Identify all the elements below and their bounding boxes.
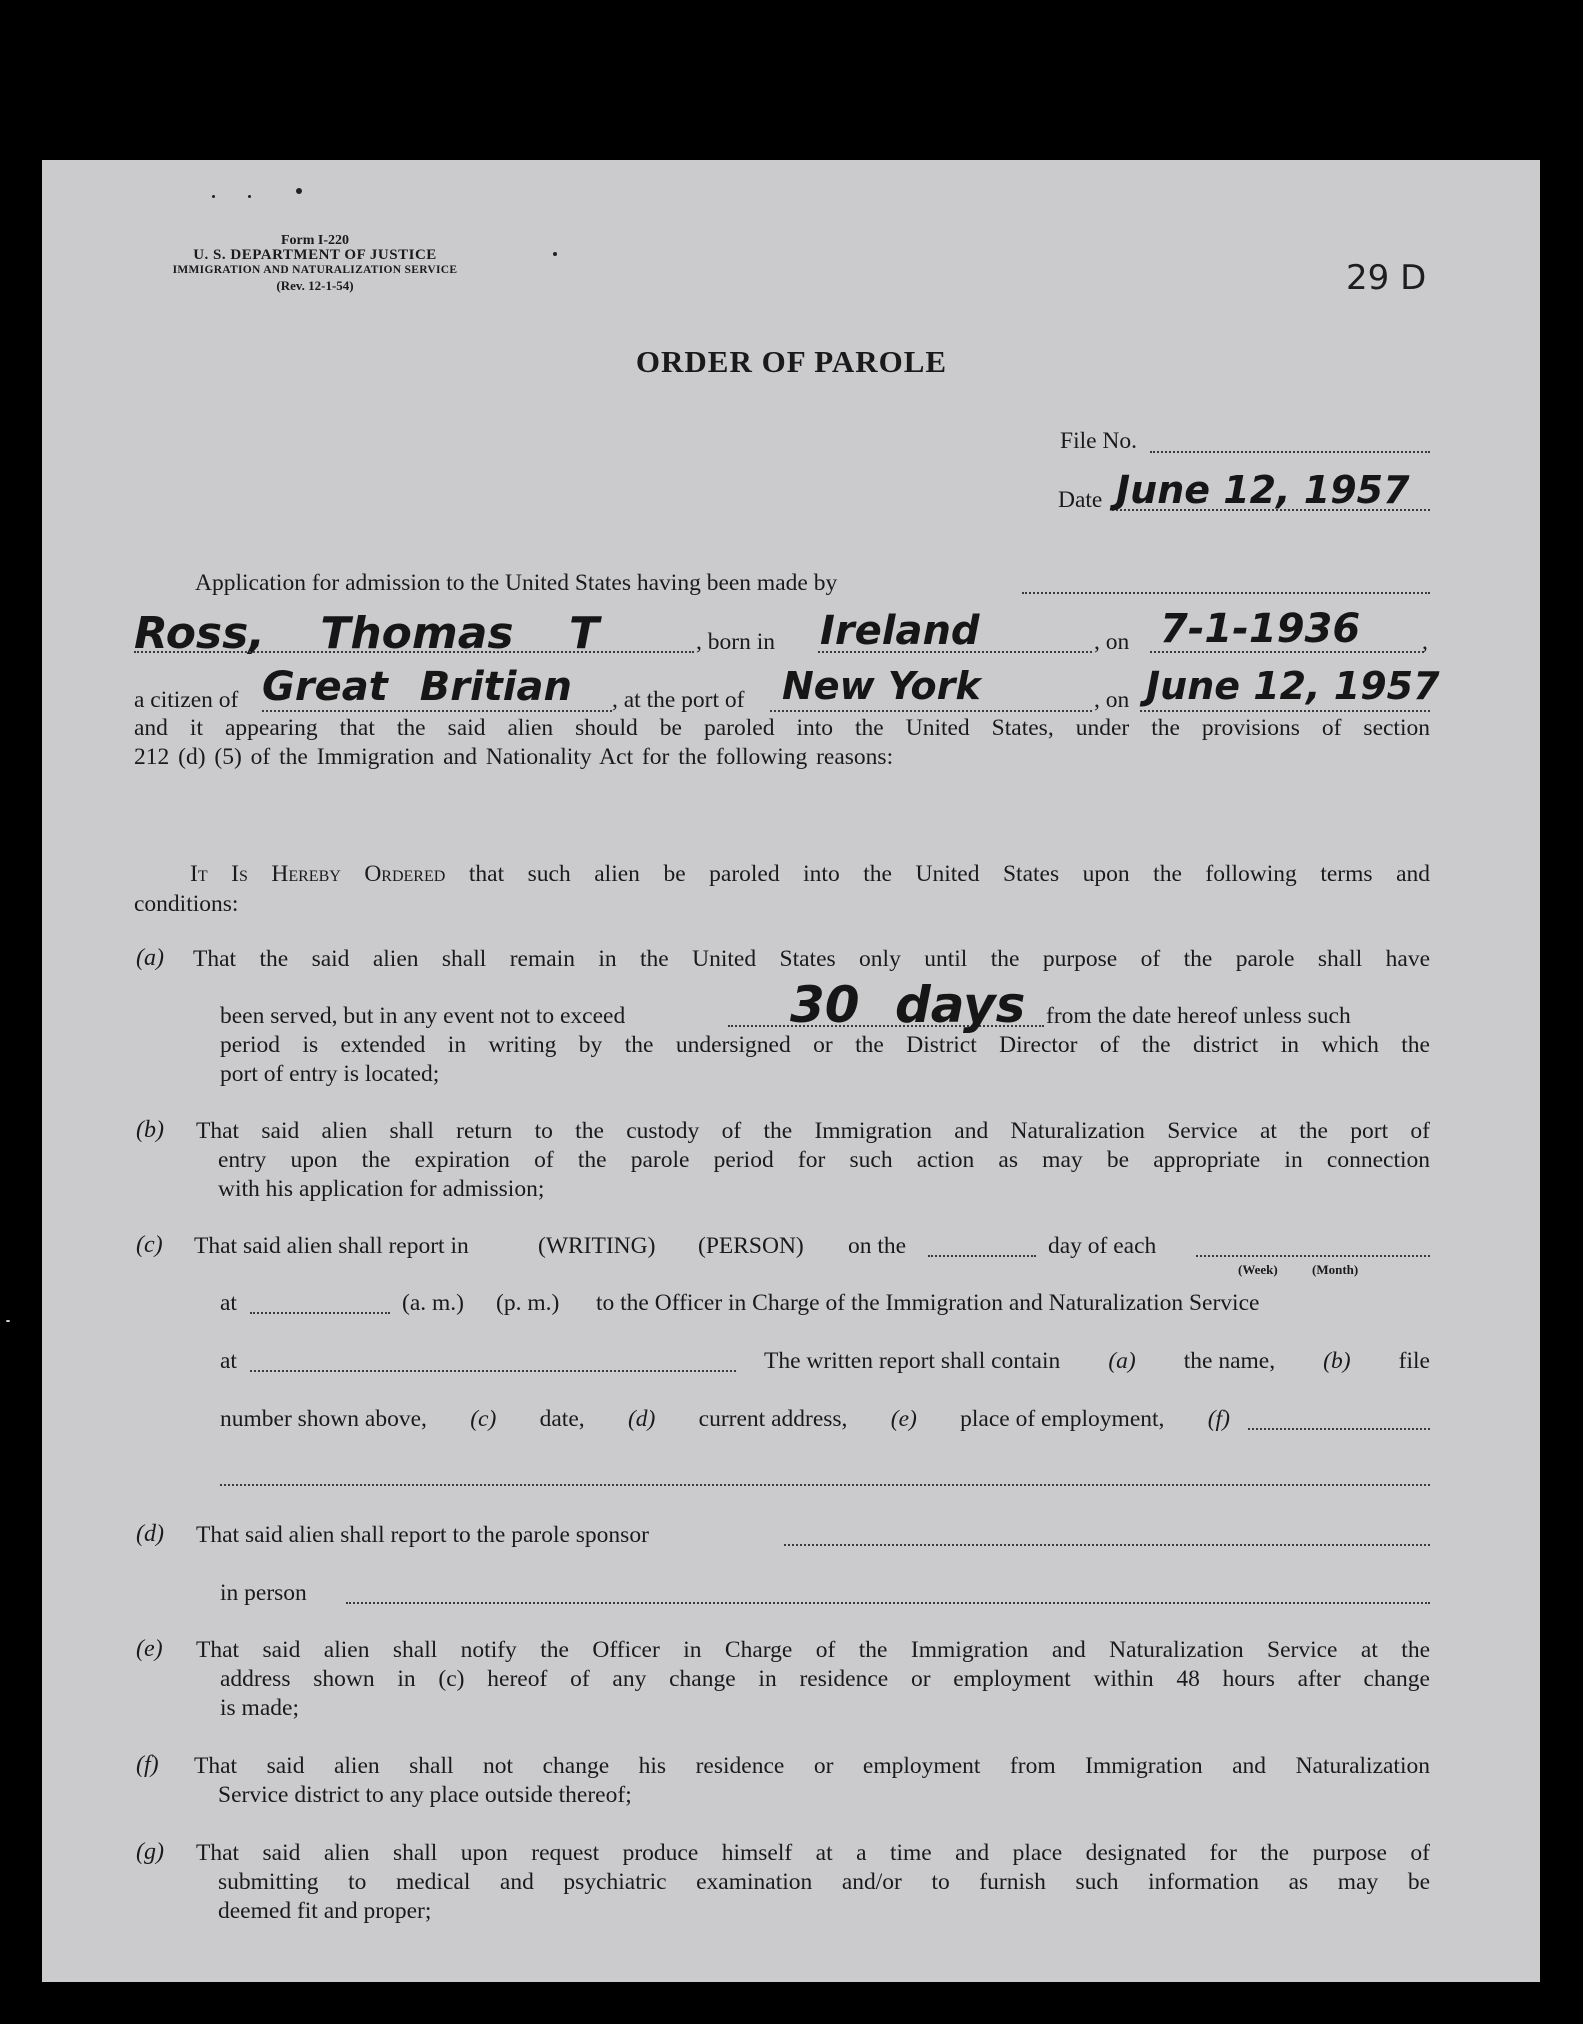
condition-c-line-1-pre: That said alien shall report in [194, 1233, 469, 1259]
scan-speck [212, 195, 215, 198]
date-text: date, [539, 1406, 585, 1432]
condition-a-line-4: port of entry is located; [220, 1061, 440, 1087]
current-address-text: current address, [698, 1406, 848, 1432]
person-option: (PERSON) [698, 1233, 804, 1259]
duration-value: 30 days [790, 976, 1026, 1034]
applicant-line [1022, 592, 1430, 594]
condition-a-line-2-post: from the date hereof unless such [1046, 1003, 1351, 1029]
scan-speck [553, 252, 557, 256]
form-number: Form I-220 [280, 233, 350, 248]
date-value: June 12, 1957 [1116, 468, 1410, 512]
condition-c-label: (c) [136, 1232, 163, 1258]
condition-f-line-1: That said alien shall not change his residence or employment from Immigration and Naturalization [194, 1753, 1430, 1779]
condition-g-line-1: That said alien shall upon request produce himself at a time and place designated for the purpose of [196, 1840, 1430, 1866]
number-shown-text: number shown above, [220, 1406, 427, 1432]
service-name: IMMIGRATION AND NATURALIZATION SERVICE [172, 264, 458, 276]
on-the-text: on the [848, 1233, 907, 1259]
form-header [130, 233, 500, 293]
condition-f-line-2: Service district to any place outside thereof; [218, 1782, 632, 1808]
condition-f-label: (f) [136, 1752, 159, 1778]
order-rest: that such alien be paroled into the United States upon the following terms and [468, 861, 1431, 887]
in-person-field [346, 1602, 1430, 1604]
trailing-comma: , [1422, 629, 1428, 655]
port-value: New York [782, 664, 981, 708]
department-name: U. S. DEPARTMENT OF JUSTICE [193, 247, 437, 263]
in-person-text: in person [220, 1580, 307, 1606]
condition-e-line-2: address shown in (c) hereof of any change in residence or employment within 48 hours after change [220, 1666, 1430, 1692]
condition-e-line-3: is made; [220, 1695, 299, 1721]
report-location-field [250, 1370, 736, 1372]
citizen-label: a citizen of [134, 687, 239, 713]
report-time-field [250, 1312, 390, 1314]
day-of-each-text: day of each [1048, 1233, 1157, 1259]
citizenship-value: Great Britian [262, 664, 572, 710]
written-report-line [764, 1347, 1430, 1376]
condition-a-line-3: period is extended in writing by the undersigned or the District Director of the district in which the [220, 1032, 1430, 1058]
condition-d-label: (d) [136, 1521, 164, 1547]
revision-date: (Rev. 12-1-54) [276, 278, 354, 293]
condition-g-line-2: submitting to medical and psychiatric examination and/or to furnish such information as may be [218, 1869, 1430, 1895]
citizenship-line [262, 710, 612, 712]
item-f-marker: (f) [1207, 1406, 1230, 1432]
officer-text: to the Officer in Charge of the Immigration and Naturalization Service [596, 1290, 1260, 1316]
writing-option: (WRITING) [538, 1233, 656, 1259]
page-title: ORDER OF PAROLE [635, 344, 948, 379]
condition-g-line-3: deemed fit and proper; [218, 1898, 432, 1924]
file-no-label: File No. [1060, 428, 1138, 454]
order-line-1 [190, 860, 1430, 889]
item-a-marker: (a) [1108, 1348, 1136, 1374]
item-d-marker: (d) [627, 1406, 656, 1432]
on-label: , on [1094, 629, 1130, 655]
parole-sponsor-field [784, 1544, 1430, 1546]
pm-option: (p. m.) [496, 1290, 560, 1316]
item-f-field [1248, 1428, 1430, 1430]
applicant-name-line [134, 651, 694, 653]
condition-a-line-2-pre: been served, but in any event not to exceed [220, 1003, 626, 1029]
scan-speck [6, 1320, 10, 1322]
port-label: , at the port of [612, 687, 745, 713]
am-option: (a. m.) [402, 1290, 464, 1316]
at-text: at [220, 1290, 237, 1316]
condition-d-line-1: That said alien shall report to the parole sponsor [196, 1522, 649, 1548]
scan-speck [296, 188, 302, 194]
number-shown-line [220, 1405, 1230, 1434]
arrival-date-value: June 12, 1957 [1146, 664, 1440, 708]
item-e-marker: (e) [890, 1406, 917, 1432]
item-c-marker: (c) [470, 1406, 497, 1432]
birthplace-value: Ireland [820, 608, 980, 654]
page-annotation: 29 D [1346, 258, 1427, 298]
condition-a-label: (a) [136, 945, 164, 971]
appearing-line-2: 212 (d) (5) of the Immigration and Nationality Act for the following reasons: [134, 744, 894, 770]
condition-b-line-1: That said alien shall return to the custody of the Immigration and Naturalization Service at the port of [196, 1118, 1430, 1144]
condition-b-line-3: with his application for admission; [218, 1176, 545, 1202]
on-label-2: , on [1094, 687, 1130, 713]
the-name-text: the name, [1183, 1348, 1276, 1374]
scan-speck [248, 195, 251, 198]
appearing-line-1: and it appearing that the said alien should be paroled into the United States, under the provisions of section [134, 715, 1430, 741]
condition-b-label: (b) [136, 1117, 164, 1143]
item-b-marker: (b) [1323, 1348, 1351, 1374]
month-caption: (Month) [1312, 1262, 1359, 1277]
arrival-date-line [1140, 710, 1430, 712]
place-employment-text: place of employment, [960, 1406, 1165, 1432]
born-in-label: , born in [696, 629, 775, 655]
condition-e-line-1: That said alien shall notify the Officer in Charge of the Immigration and Naturalization Service at the [196, 1637, 1430, 1663]
file-no-field [1150, 451, 1430, 453]
week-caption: (Week) [1238, 1262, 1278, 1277]
condition-b-line-2: entry upon the expiration of the parole period for such action as may be appropriate in connection [218, 1147, 1430, 1173]
date-label: Date [1058, 487, 1103, 513]
condition-g-label: (g) [136, 1839, 164, 1865]
condition-a-line-1: That the said alien shall remain in the United States only until the purpose of the parole shall have [193, 946, 1430, 972]
application-intro: Application for admission to the United States having been made by [195, 570, 838, 596]
report-day-field [928, 1255, 1036, 1257]
item-f-field-continued [220, 1484, 1430, 1486]
file-text: file [1398, 1348, 1430, 1374]
report-period-field [1196, 1255, 1430, 1257]
birthplace-line [818, 651, 1092, 653]
at-text-2: at [220, 1348, 237, 1374]
order-lead: It Is Hereby Ordered [190, 861, 446, 887]
condition-e-label: (e) [136, 1636, 163, 1662]
birth-date-value: 7-1-1936 [1160, 606, 1361, 652]
order-line-2: conditions: [134, 891, 239, 917]
birth-date-line [1150, 651, 1424, 653]
applicant-name: Ross, Thomas T [134, 608, 599, 659]
written-report-pre: The written report shall contain [764, 1348, 1061, 1374]
port-line [770, 710, 1092, 712]
